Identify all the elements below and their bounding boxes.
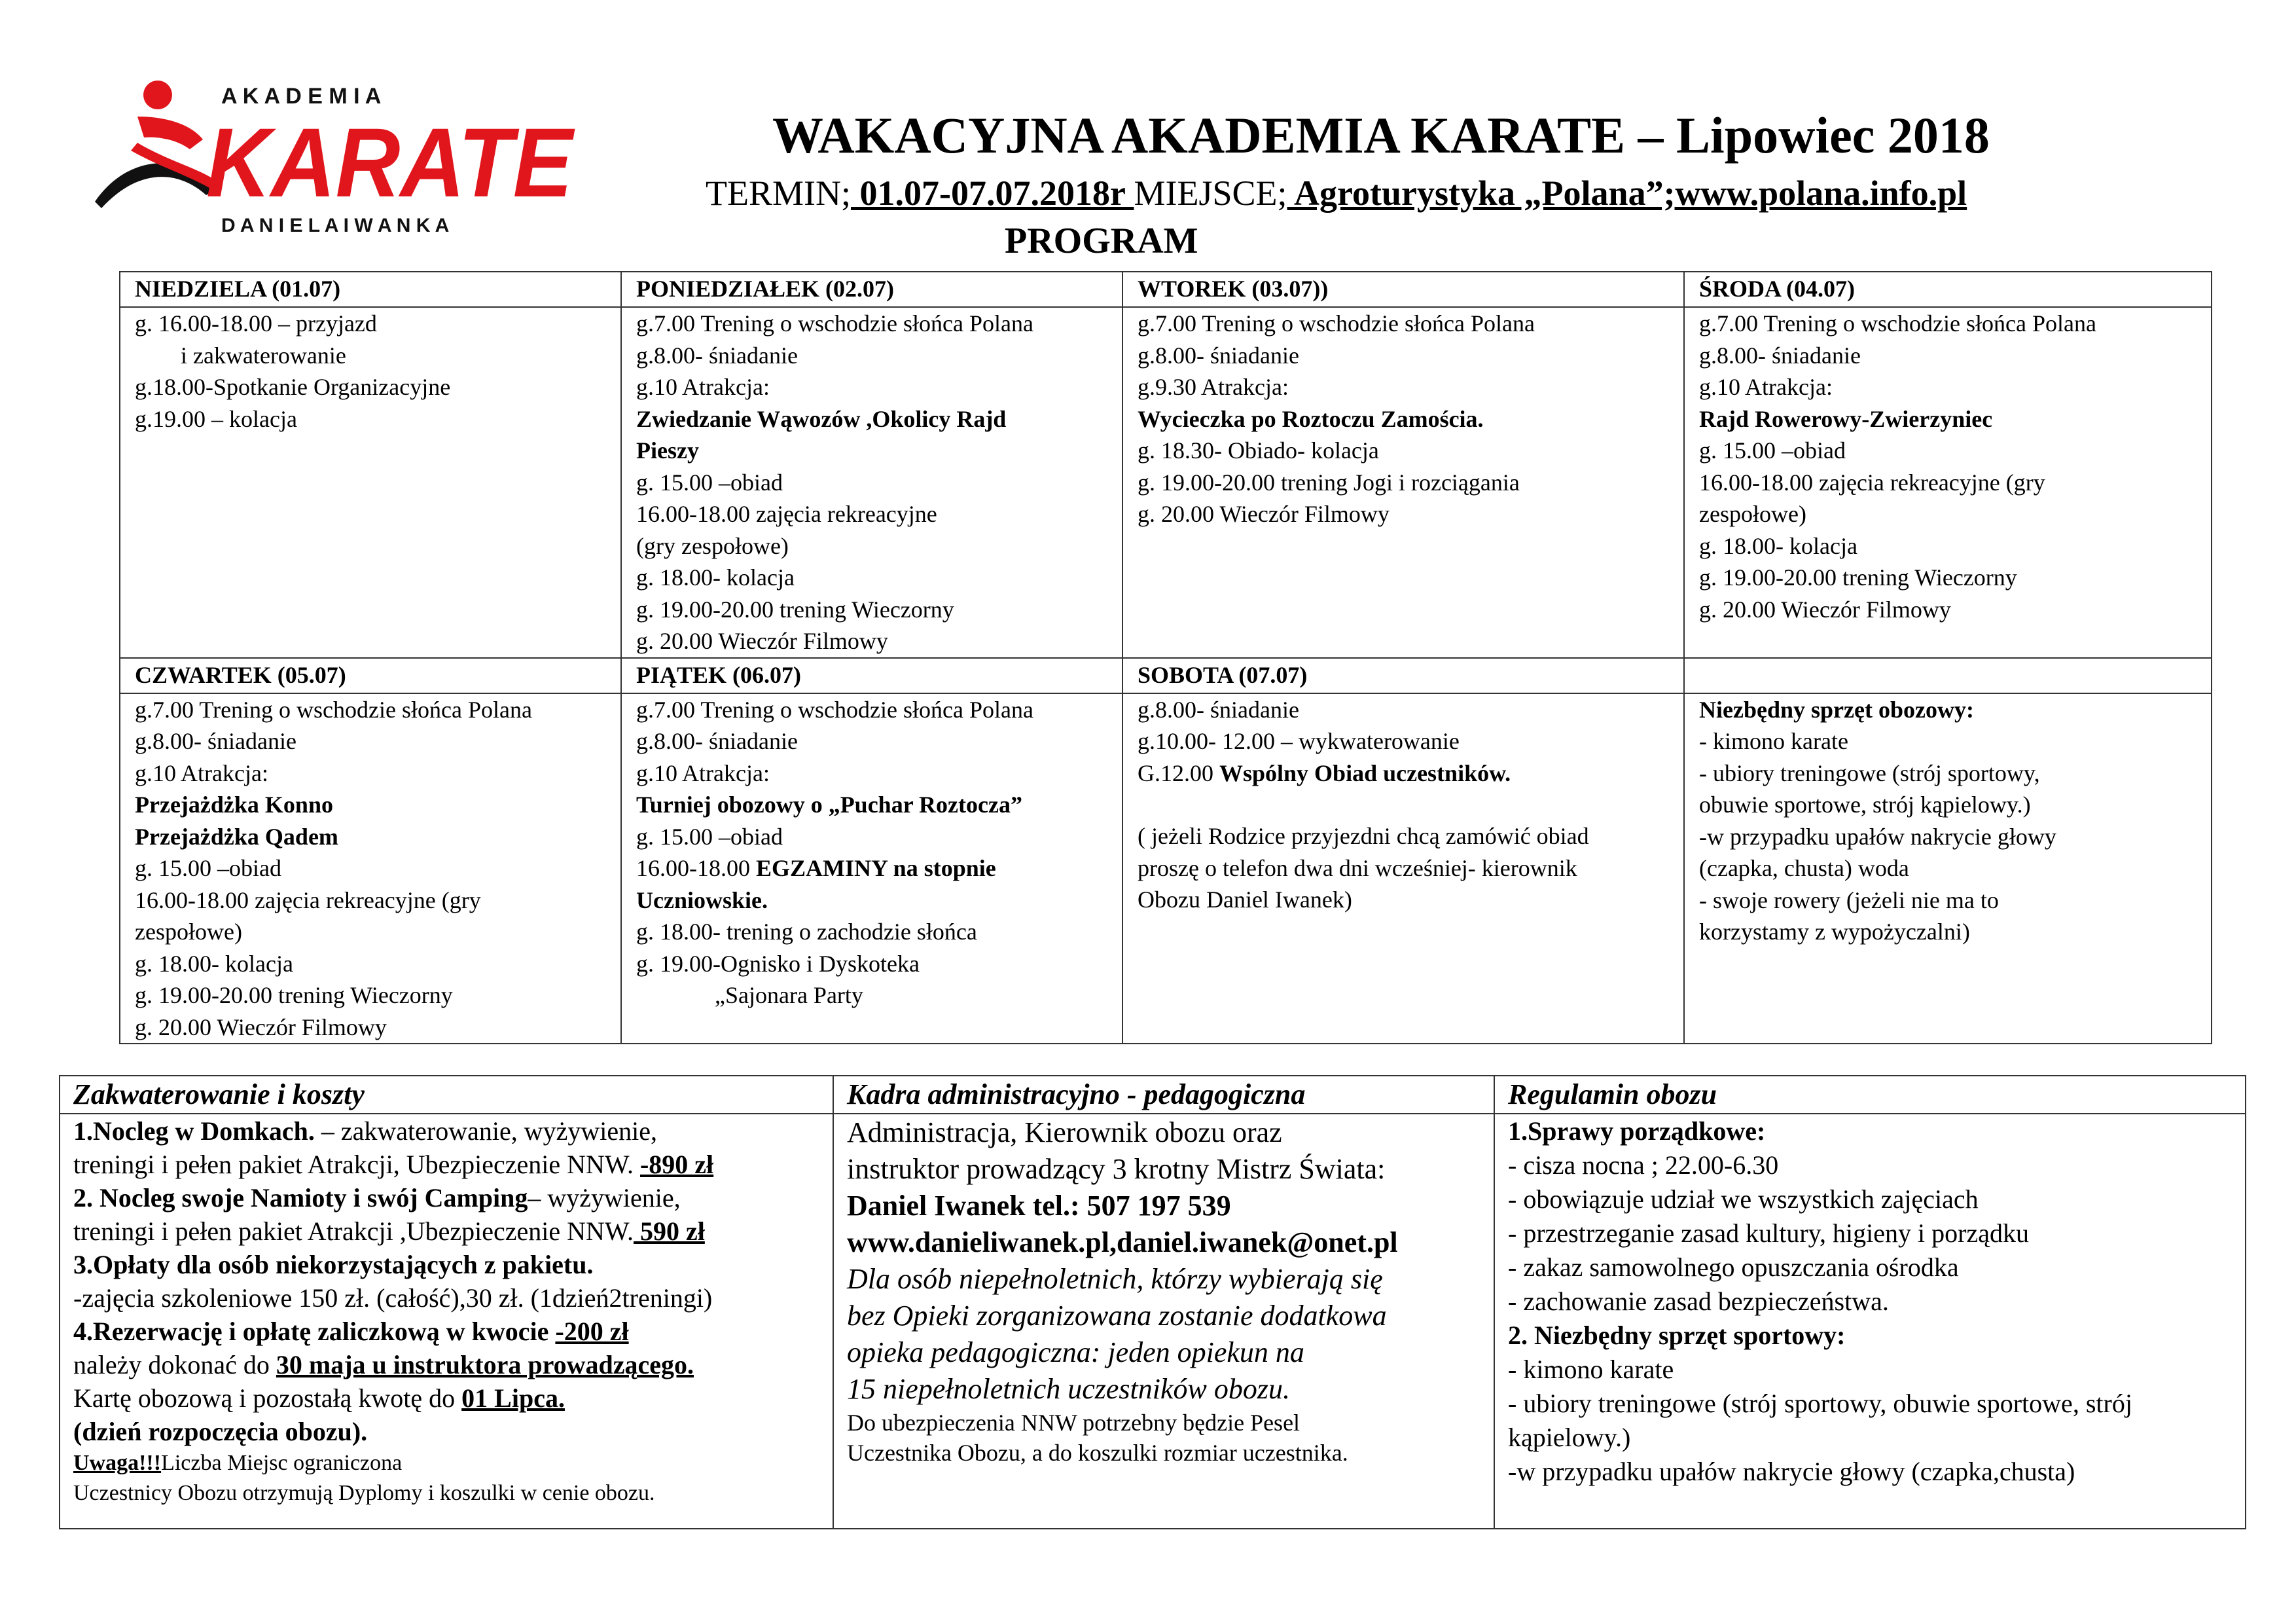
logo-main-text: KARATE bbox=[206, 107, 575, 217]
schedule-line: g.8.00- śniadanie bbox=[636, 342, 798, 369]
day-cell-wednesday bbox=[1684, 307, 2212, 658]
gear-cell bbox=[1684, 693, 2212, 1044]
gear-item: - kimono karate bbox=[1699, 728, 1848, 754]
staff-web-email: www.danieliwanek.pl,daniel.iwanek@onet.pl bbox=[847, 1226, 1398, 1258]
schedule-line bbox=[1138, 757, 1683, 790]
schedule-line: g.10 Atrakcja: bbox=[1699, 374, 1833, 400]
staff-line: 15 niepełnoletnich uczestników obozu. bbox=[847, 1373, 1290, 1405]
day-cell-saturday bbox=[1122, 693, 1684, 1044]
schedule-line: g. 19.00-Ognisko i Dyskoteka bbox=[636, 950, 920, 977]
staff-line: Administracja, Kierownik obozu oraz bbox=[847, 1116, 1282, 1148]
staff-line: instruktor prowadzący 3 krotny Mistrz Świata: bbox=[847, 1153, 1386, 1185]
schedule-note: Obozu Daniel Iwanek) bbox=[1138, 886, 1352, 913]
schedule-line: g. 18.30- Obiado- kolacja bbox=[1138, 437, 1379, 464]
costs-option-1: 1.Nocleg w Domkach. bbox=[73, 1116, 315, 1146]
day-cell-friday bbox=[621, 693, 1122, 1044]
day-cell-tuesday bbox=[1122, 307, 1684, 658]
gear-item: (czapka, chusta) woda bbox=[1699, 855, 1909, 881]
schedule-header-row-1 bbox=[120, 272, 2212, 307]
info-body-row bbox=[60, 1114, 2246, 1529]
schedule-line: „Sajonara Party bbox=[715, 982, 863, 1008]
costs-text: Kartę obozową i pozostałą kwotę do bbox=[73, 1383, 462, 1413]
rules-item: -w przypadku upałów nakrycie głowy (czapka,chusta) bbox=[1508, 1457, 2075, 1486]
gear-item: obuwie sportowe, strój kąpielowy.) bbox=[1699, 792, 2031, 818]
costs-option-4: 4.Rezerwację i opłatę zaliczkową w kwocie bbox=[73, 1317, 556, 1346]
staff-line: Dla osób niepełnoletnich, którzy wybierają się bbox=[847, 1263, 1383, 1295]
staff-line: opieka pedagogiczna: jeden opiekun na bbox=[847, 1336, 1304, 1368]
logo-top-text: A K A D E M I A bbox=[221, 84, 382, 109]
schedule-note: proszę o telefon dwa dni wcześniej- kierownik bbox=[1138, 854, 1577, 881]
staff-line: Do ubezpieczenia NNW potrzebny będzie Pesel bbox=[847, 1410, 1300, 1436]
day-header-empty bbox=[1684, 658, 2212, 693]
rules-item: - obowiązuje udział we wszystkich zajęciach bbox=[1508, 1184, 1979, 1214]
schedule-header-row-2 bbox=[120, 658, 2212, 693]
attraction-name: Przejażdżka Konno bbox=[135, 792, 333, 818]
schedule-line: g.7.00 Trening o wschodzie słońca Polana bbox=[1138, 310, 1535, 337]
rules-item: - ubiory treningowe (strój sportowy, obuwie sportowe, strój bbox=[1508, 1389, 2132, 1418]
schedule-row-1 bbox=[120, 307, 2212, 658]
costs-line bbox=[73, 1214, 833, 1248]
costs-line bbox=[73, 1348, 833, 1381]
costs-text: – zakwaterowanie, wyżywienie, bbox=[314, 1116, 657, 1146]
warning-label: Uwaga!!! bbox=[73, 1451, 162, 1475]
schedule-line: g.7.00 Trening o wschodzie słońca Polana bbox=[636, 310, 1033, 337]
schedule-line: g. 16.00-18.00 – przyjazd bbox=[135, 310, 377, 337]
day-header-saturday: SOBOTA (07.07) bbox=[1122, 658, 1684, 693]
rules-item: - cisza nocna ; 22.00-6.30 bbox=[1508, 1150, 1779, 1180]
logo-head-dot bbox=[143, 81, 172, 109]
rules-item: - przestrzeganie zasad kultury, higieny i porządku bbox=[1508, 1218, 2029, 1248]
rules-item: - zakaz samowolnego opuszczania ośrodka bbox=[1508, 1252, 1959, 1282]
lunch-time: G.12.00 bbox=[1138, 759, 1219, 786]
gear-item: korzystamy z wypożyczalni) bbox=[1699, 919, 1970, 945]
schedule-line: g. 15.00 –obiad bbox=[636, 469, 783, 496]
exam-label-cont: Uczniowskie. bbox=[636, 886, 768, 913]
rules-item: kąpielowy.) bbox=[1508, 1423, 1631, 1452]
schedule-line: g. 19.00-20.00 trening Wieczorny bbox=[135, 982, 453, 1008]
day-header-sunday: NIEDZIELA (01.07) bbox=[120, 272, 621, 307]
schedule-line: g. 20.00 Wieczór Filmowy bbox=[135, 1013, 387, 1040]
schedule-line: g. 15.00 –obiad bbox=[636, 823, 783, 850]
deposit-deadline: 30 maja u instruktora prowadzącego. bbox=[276, 1350, 694, 1379]
logo-bottom-text: D A N I E L A I W A N K A bbox=[221, 215, 450, 236]
page-title: WAKACYJNA AKADEMIA KARATE – Lipowiec 2018 bbox=[772, 107, 1990, 164]
costs-line bbox=[73, 1181, 833, 1214]
rules-cell bbox=[1494, 1114, 2246, 1529]
costs-line bbox=[73, 1315, 833, 1348]
day-cell-sunday bbox=[120, 307, 621, 658]
program-heading: PROGRAM bbox=[1005, 221, 1198, 261]
costs-line bbox=[73, 1381, 833, 1415]
schedule-line: g.18.00-Spotkanie Organizacyjne bbox=[135, 374, 451, 400]
schedule-row-2 bbox=[120, 693, 2212, 1044]
staff-header: Kadra administracyjno - pedagogiczna bbox=[833, 1076, 1494, 1114]
schedule-line: 16.00-18.00 zajęcia rekreacyjne bbox=[636, 501, 937, 527]
day-header-monday: PONIEDZIAŁEK (02.07) bbox=[621, 272, 1122, 307]
schedule-line: g. 20.00 Wieczór Filmowy bbox=[1699, 596, 1951, 623]
schedule-line: g. 18.00- kolacja bbox=[1699, 532, 1857, 559]
schedule-line: g.8.00- śniadanie bbox=[135, 728, 296, 754]
staff-cell bbox=[833, 1114, 1494, 1529]
deposit-price: -200 zł bbox=[555, 1317, 629, 1346]
schedule-line: g.10 Atrakcja: bbox=[636, 759, 770, 786]
schedule-line bbox=[636, 852, 1122, 884]
logo-figure-swoosh bbox=[95, 163, 219, 208]
schedule-line: zespołowe) bbox=[135, 919, 242, 945]
term-line bbox=[706, 175, 2211, 211]
schedule-line: g. 18.00- trening o zachodzie słońca bbox=[636, 919, 977, 945]
schedule-line: g.10.00- 12.00 – wykwaterowanie bbox=[1138, 728, 1460, 754]
costs-line: -zajęcia szkoleniowe 150 zł. (całość),30 zł. (1dzień2treningi) bbox=[73, 1283, 713, 1313]
schedule-line: g. 19.00-20.00 trening Jogi i rozciągania bbox=[1138, 469, 1520, 496]
costs-text: należy dokonać do bbox=[73, 1350, 276, 1379]
gear-heading: Niezbędny sprzęt obozowy: bbox=[1699, 696, 1974, 723]
schedule-line: g.8.00- śniadanie bbox=[1138, 696, 1299, 723]
schedule-line: g. 20.00 Wieczór Filmowy bbox=[1138, 501, 1390, 527]
price-2: 590 zł bbox=[633, 1216, 705, 1246]
lunch-label: Wspólny Obiad uczestników. bbox=[1219, 759, 1511, 786]
schedule-line: g.8.00- śniadanie bbox=[636, 728, 798, 754]
costs-line bbox=[73, 1114, 833, 1148]
day-header-tuesday: WTOREK (03.07)) bbox=[1122, 272, 1684, 307]
day-cell-thursday bbox=[120, 693, 621, 1044]
place-value: Agroturystyka „Polana”;www.polana.info.pl bbox=[1287, 173, 1967, 213]
schedule-line: g. 18.00- kolacja bbox=[636, 564, 795, 591]
day-header-wednesday: ŚRODA (04.07) bbox=[1684, 272, 2212, 307]
costs-option-3: 3.Opłaty dla osób niekorzystających z pakietu. bbox=[73, 1250, 594, 1279]
costs-text: treningi i pełen pakiet Atrakcji ,Ubezpieczenie NNW. bbox=[73, 1216, 634, 1246]
exam-label: EGZAMINY na stopnie bbox=[756, 855, 996, 881]
staff-line: bez Opieki zorganizowana zostanie dodatkowa bbox=[847, 1300, 1387, 1332]
attraction-name: Pieszy bbox=[636, 437, 699, 464]
schedule-table bbox=[119, 271, 2212, 1044]
payment-deadline: 01 Lipca. bbox=[461, 1383, 565, 1413]
costs-cell bbox=[60, 1114, 833, 1529]
day-header-thursday: CZWARTEK (05.07) bbox=[120, 658, 621, 693]
rules-heading-1: 1.Sprawy porządkowe: bbox=[1508, 1116, 1766, 1146]
place-label: MIEJSCE; bbox=[1134, 173, 1287, 213]
schedule-line: g. 19.00-20.00 trening Wieczorny bbox=[1699, 564, 2017, 591]
schedule-line: g. 18.00- kolacja bbox=[135, 950, 293, 977]
attraction-name: Przejażdżka Qadem bbox=[135, 823, 338, 850]
costs-text: Liczba Miejsc ograniczona bbox=[161, 1451, 403, 1475]
exam-time: 16.00-18.00 bbox=[636, 855, 756, 881]
rules-heading-2: 2. Niezbędny sprzęt sportowy: bbox=[1508, 1321, 1846, 1350]
schedule-line: g.10 Atrakcja: bbox=[636, 374, 770, 400]
staff-contact: Daniel Iwanek tel.: 507 197 539 bbox=[847, 1190, 1231, 1222]
price-1: -890 zł bbox=[639, 1150, 714, 1179]
schedule-line: g.10 Atrakcja: bbox=[135, 759, 268, 786]
schedule-note: ( jeżeli Rodzice przyjezdni chcą zamówić obiad bbox=[1138, 823, 1589, 849]
info-table bbox=[59, 1075, 2246, 1529]
schedule-line: 16.00-18.00 zajęcia rekreacyjne (gry bbox=[135, 886, 481, 913]
costs-option-2: 2. Nocleg swoje Namioty i swój Camping bbox=[73, 1183, 528, 1213]
costs-line bbox=[73, 1148, 833, 1181]
schedule-line: g. 15.00 –obiad bbox=[1699, 437, 1846, 464]
attraction-name: Wycieczka po Roztoczu Zamościa. bbox=[1138, 405, 1484, 432]
schedule-line: g. 20.00 Wieczór Filmowy bbox=[636, 628, 888, 654]
term-value: 01.07-07.07.2018r bbox=[851, 173, 1134, 213]
gear-item: - swoje rowery (jeżeli nie ma to bbox=[1699, 886, 1999, 913]
schedule-line: g.7.00 Trening o wschodzie słońca Polana bbox=[1699, 310, 2096, 337]
day-cell-monday bbox=[621, 307, 1122, 658]
schedule-line: 16.00-18.00 zajęcia rekreacyjne (gry bbox=[1699, 469, 2045, 496]
day-header-friday: PIĄTEK (06.07) bbox=[621, 658, 1122, 693]
schedule-line: g.8.00- śniadanie bbox=[1138, 342, 1299, 369]
schedule-line: (gry zespołowe) bbox=[636, 532, 789, 559]
schedule-line: g.19.00 – kolacja bbox=[135, 405, 297, 432]
schedule-line: i zakwaterowanie bbox=[181, 342, 346, 369]
costs-header: Zakwaterowanie i koszty bbox=[60, 1076, 833, 1114]
akademia-karate-logo bbox=[92, 77, 589, 241]
gear-item: - ubiory treningowe (strój sportowy, bbox=[1699, 759, 2040, 786]
costs-line: (dzień rozpoczęcia obozu). bbox=[73, 1417, 368, 1446]
rules-item: - kimono karate bbox=[1508, 1355, 1674, 1384]
schedule-line: zespołowe) bbox=[1699, 501, 1806, 527]
spacer bbox=[1138, 789, 1683, 820]
rules-header: Regulamin obozu bbox=[1494, 1076, 2246, 1114]
attraction-name: Zwiedzanie Wąwozów ,Okolicy Rajd bbox=[636, 405, 1007, 432]
term-label: TERMIN; bbox=[706, 173, 851, 213]
attraction-name: Turniej obozowy o „Puchar Roztocza” bbox=[636, 792, 1022, 818]
attraction-name: Rajd Rowerowy-Zwierzyniec bbox=[1699, 405, 1993, 432]
schedule-line: g. 19.00-20.00 trening Wieczorny bbox=[636, 596, 954, 623]
schedule-line: g.9.30 Atrakcja: bbox=[1138, 374, 1289, 400]
staff-line: Uczestnika Obozu, a do koszulki rozmiar uczestnika. bbox=[847, 1440, 1348, 1466]
schedule-line: g.8.00- śniadanie bbox=[1699, 342, 1861, 369]
schedule-line: g.7.00 Trening o wschodzie słońca Polana bbox=[636, 696, 1033, 723]
costs-line: Uczestnicy Obozu otrzymują Dyplomy i koszulki w cenie obozu. bbox=[73, 1481, 655, 1505]
costs-text: treningi i pełen pakiet Atrakcji, Ubezpieczenie NNW. bbox=[73, 1150, 640, 1179]
schedule-line: g. 15.00 –obiad bbox=[135, 855, 281, 881]
costs-line bbox=[73, 1448, 833, 1478]
logo-figure-arm bbox=[137, 117, 203, 149]
info-header-row bbox=[60, 1076, 2246, 1114]
schedule-line: g.7.00 Trening o wschodzie słońca Polana bbox=[135, 696, 532, 723]
rules-item: - zachowanie zasad bezpieczeństwa. bbox=[1508, 1286, 1889, 1316]
gear-item: -w przypadku upałów nakrycie głowy bbox=[1699, 823, 2056, 850]
costs-text: – wyżywienie, bbox=[528, 1183, 681, 1213]
